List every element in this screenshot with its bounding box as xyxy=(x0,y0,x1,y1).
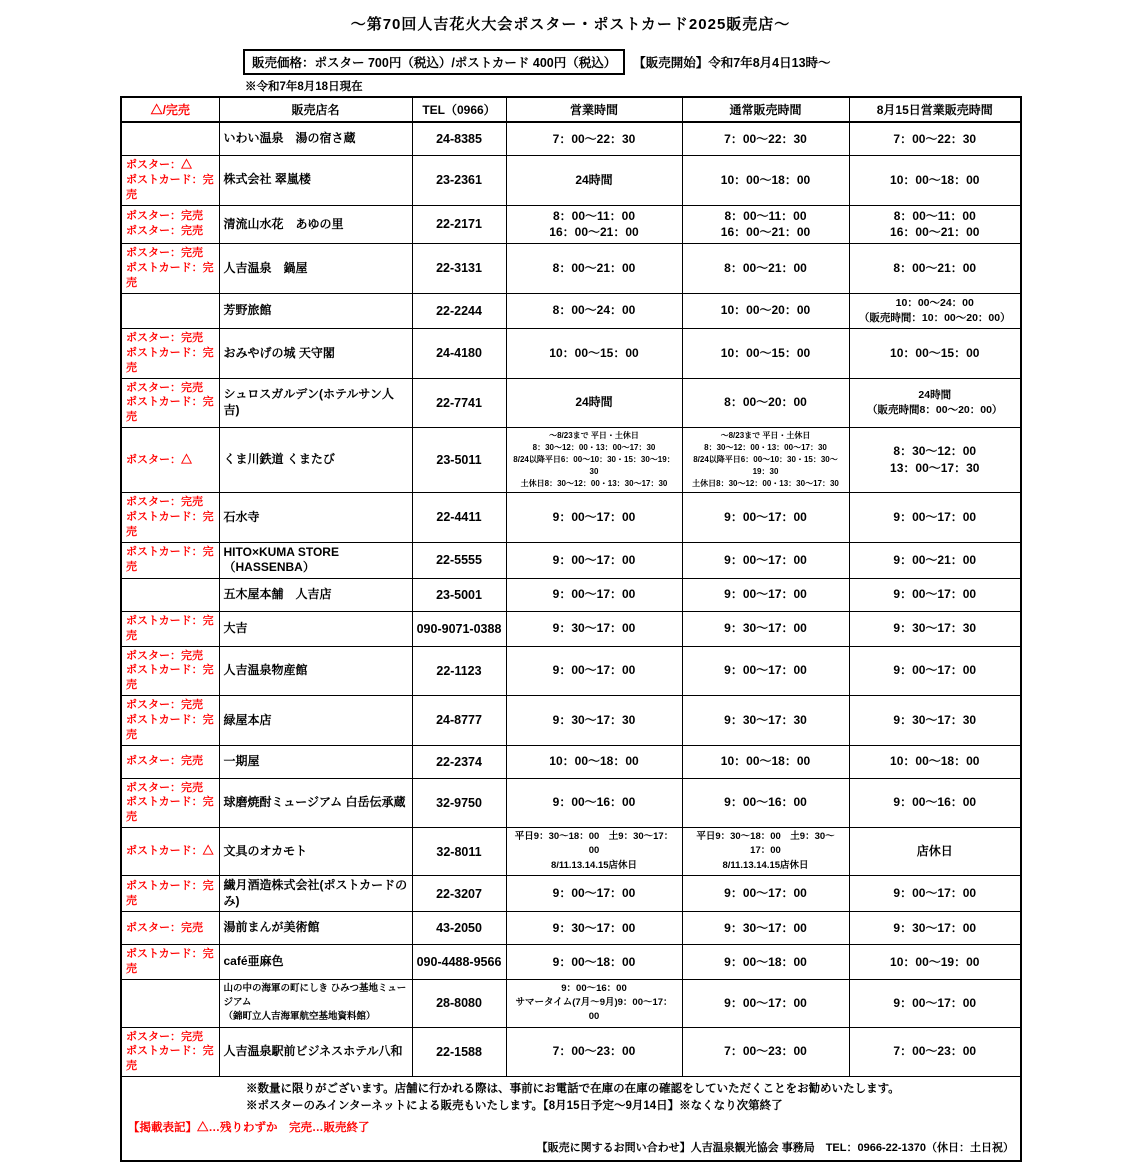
aug15-hours-cell: 24時間 （販売時間8：00～20：00） xyxy=(849,378,1021,428)
store-row xyxy=(121,329,1021,379)
hours-cell: 7：00～22：30 xyxy=(506,122,682,156)
header-store-name: 販売店名 xyxy=(219,97,412,122)
normal-hours-cell: 8：00～20：00 xyxy=(682,378,849,428)
hours-cell: 平日9：30～18：00 土9：30～17：00 8/11.13.14.15店休日 xyxy=(506,828,682,876)
aug15-hours-cell: 9：30～17：00 xyxy=(849,912,1021,945)
tel-cell: 22-5555 xyxy=(412,542,506,578)
hours-cell: 9：00～17：00 xyxy=(506,578,682,611)
status-cell xyxy=(121,293,219,328)
status-cell: ポスター：完売 xyxy=(121,745,219,778)
store-row xyxy=(121,945,1021,980)
store-row xyxy=(121,244,1021,294)
hours-cell: 9：30～17：00 xyxy=(506,611,682,646)
store-row xyxy=(121,542,1021,578)
hours-cell: 9：00～17：00 xyxy=(506,542,682,578)
hours-cell: 9：00～18：00 xyxy=(506,945,682,980)
status-cell: ポスター：完売 ポスター：完売 xyxy=(121,205,219,244)
tel-cell: 22-3207 xyxy=(412,875,506,911)
hours-cell: 9：00～17：00 xyxy=(506,646,682,696)
store-name-cell: 五木屋本舗 人吉店 xyxy=(219,578,412,611)
header-status: △/完売 xyxy=(121,97,219,122)
tel-cell: 28-8080 xyxy=(412,979,506,1027)
aug15-hours-cell: 8：00～21：00 xyxy=(849,244,1021,294)
legend-note: 【掲載表記】△…残りわずか 完売…販売終了 xyxy=(128,1121,370,1134)
store-row xyxy=(121,611,1021,646)
page-title: ～第70回人吉花火大会ポスター・ポストカード2025販売店～ xyxy=(350,16,791,33)
store-row xyxy=(121,578,1021,611)
store-row xyxy=(121,828,1021,876)
status-cell: ポスター：△ xyxy=(121,428,219,493)
aug15-hours-cell: 9：00～17：00 xyxy=(849,578,1021,611)
store-row xyxy=(121,979,1021,1027)
aug15-hours-cell: 10：00～18：00 xyxy=(849,156,1021,206)
tel-cell: 24-4180 xyxy=(412,329,506,379)
tel-cell: 090-9071-0388 xyxy=(412,611,506,646)
aug15-hours-cell: 9：30～17：30 xyxy=(849,611,1021,646)
status-cell: ポストカード：△ xyxy=(121,828,219,876)
store-row xyxy=(121,745,1021,778)
status-cell xyxy=(121,979,219,1027)
normal-hours-cell: 7：00～22：30 xyxy=(682,122,849,156)
status-cell xyxy=(121,122,219,156)
store-table-body xyxy=(121,122,1021,1077)
tel-cell: 32-8011 xyxy=(412,828,506,876)
aug15-hours-cell: 10：00～19：00 xyxy=(849,945,1021,980)
aug15-hours-cell: 9：30～17：30 xyxy=(849,696,1021,746)
hours-cell: 9：30～17：30 xyxy=(506,696,682,746)
store-name-cell: 繊月酒造株式会社(ポストカードのみ) xyxy=(219,875,412,911)
header-aug15-sales-hours: 8月15日営業販売時間 xyxy=(849,97,1021,122)
tel-cell: 22-2374 xyxy=(412,745,506,778)
normal-hours-cell: 9：00～17：00 xyxy=(682,875,849,911)
hours-cell: 10：00～15：00 xyxy=(506,329,682,379)
store-row xyxy=(121,696,1021,746)
store-row xyxy=(121,378,1021,428)
status-cell: ポストカード：完売 xyxy=(121,542,219,578)
tel-cell: 23-5001 xyxy=(412,578,506,611)
store-name-cell: 石水寺 xyxy=(219,493,412,543)
normal-hours-cell: 8：00～11：00 16：00～21：00 xyxy=(682,205,849,244)
store-name-cell: 清流山水花 あゆの里 xyxy=(219,205,412,244)
aug15-hours-cell: 7：00～23：00 xyxy=(849,1027,1021,1077)
normal-hours-cell: 平日9：30～18：00 土9：30～17：00 8/11.13.14.15店休日 xyxy=(682,828,849,876)
tel-cell: 24-8385 xyxy=(412,122,506,156)
status-cell: ポスター：完売 ポストカード：完売 xyxy=(121,378,219,428)
hours-cell: 9：00～16：00 xyxy=(506,778,682,828)
header-tel: TEL（0966） xyxy=(412,97,506,122)
normal-hours-cell: 9：00～17：00 xyxy=(682,646,849,696)
store-row xyxy=(121,1027,1021,1077)
hours-cell: 8：00～24：00 xyxy=(506,293,682,328)
normal-hours-cell: 10：00～18：00 xyxy=(682,745,849,778)
store-row xyxy=(121,778,1021,828)
status-cell: ポスター：完売 ポストカード：完売 xyxy=(121,329,219,379)
normal-hours-cell: 9：00～17：00 xyxy=(682,542,849,578)
aug15-hours-cell: 9：00～21：00 xyxy=(849,542,1021,578)
hours-cell: 10：00～18：00 xyxy=(506,745,682,778)
store-name-cell: 人吉温泉物産館 xyxy=(219,646,412,696)
tel-cell: 22-4411 xyxy=(412,493,506,543)
tel-cell: 22-1588 xyxy=(412,1027,506,1077)
status-cell: ポスター：完売 ポストカード：完売 xyxy=(121,696,219,746)
aug15-hours-cell: 9：00～17：00 xyxy=(849,493,1021,543)
store-row xyxy=(121,912,1021,945)
normal-hours-cell: 9：30～17：00 xyxy=(682,912,849,945)
tel-cell: 22-1123 xyxy=(412,646,506,696)
aug15-hours-cell: 店休日 xyxy=(849,828,1021,876)
normal-hours-cell: 9：00～17：00 xyxy=(682,979,849,1027)
sales-start-note: 【販売開始】令和7年8月4日13時～ xyxy=(633,56,831,70)
store-name-cell: 文具のオカモト xyxy=(219,828,412,876)
normal-hours-cell: 9：00～16：00 xyxy=(682,778,849,828)
store-name-cell: 大吉 xyxy=(219,611,412,646)
store-name-cell: 湯前まんが美術館 xyxy=(219,912,412,945)
header-business-hours: 営業時間 xyxy=(506,97,682,122)
normal-hours-cell: 8：00～21：00 xyxy=(682,244,849,294)
hours-cell: 24時間 xyxy=(506,378,682,428)
hours-cell: 8：00～11：00 16：00～21：00 xyxy=(506,205,682,244)
status-cell: ポスター：完売 ポストカード：完売 xyxy=(121,493,219,543)
status-cell xyxy=(121,578,219,611)
normal-hours-cell: 9：00～17：00 xyxy=(682,578,849,611)
store-row xyxy=(121,156,1021,206)
aug15-hours-cell: 8：00～11：00 16：00～21：00 xyxy=(849,205,1021,244)
store-row xyxy=(121,646,1021,696)
aug15-hours-cell: 9：00～17：00 xyxy=(849,979,1021,1027)
aug15-hours-cell: 7：00～22：30 xyxy=(849,122,1021,156)
store-name-cell: 人吉温泉 鍋屋 xyxy=(219,244,412,294)
normal-hours-cell: 7：00～23：00 xyxy=(682,1027,849,1077)
tel-cell: 24-8777 xyxy=(412,696,506,746)
normal-hours-cell: 10：00～18：00 xyxy=(682,156,849,206)
aug15-hours-cell: 9：00～17：00 xyxy=(849,646,1021,696)
status-cell: ポスター：完売 ポストカード：完売 xyxy=(121,778,219,828)
store-name-cell: HITO×KUMA STORE（HASSENBA） xyxy=(219,542,412,578)
normal-hours-cell: 10：00～20：00 xyxy=(682,293,849,328)
note-internet-sales: ※ポスターのみインターネットによる販売もいたします。【8月15日予定～9月14日】※なくなり次第終了 xyxy=(246,1100,783,1113)
store-table xyxy=(120,96,1022,1162)
status-cell: ポスター：完売 ポストカード：完売 xyxy=(121,646,219,696)
note-stock: ※数量に限りがございます。店舗に行かれる際は、事前にお電話で在庫の在庫の確認をしていただくことをお勧めいたします。 xyxy=(246,1083,900,1096)
tel-cell: 43-2050 xyxy=(412,912,506,945)
store-name-cell: 一期屋 xyxy=(219,745,412,778)
table-header-row xyxy=(121,97,1021,122)
aug15-hours-cell: 9：00～16：00 xyxy=(849,778,1021,828)
aug15-hours-cell: 8：30～12：00 13：00～17：30 xyxy=(849,428,1021,493)
tel-cell: 22-2171 xyxy=(412,205,506,244)
store-name-cell: いわい温泉 湯の宿さ蔵 xyxy=(219,122,412,156)
notes-area xyxy=(121,1077,1021,1161)
status-cell: ポスター：△ ポストカード：完売 xyxy=(121,156,219,206)
store-row xyxy=(121,122,1021,156)
price-box: 販売価格：ポスター 700円（税込）/ポストカード 400円（税込） xyxy=(243,49,625,75)
notes-row xyxy=(121,1077,1021,1161)
normal-hours-cell: 10：00～15：00 xyxy=(682,329,849,379)
tel-cell: 22-7741 xyxy=(412,378,506,428)
status-cell: ポストカード：完売 xyxy=(121,611,219,646)
store-name-cell: café亜麻色 xyxy=(219,945,412,980)
store-name-cell: 緑屋本店 xyxy=(219,696,412,746)
aug15-hours-cell: 10：00～18：00 xyxy=(849,745,1021,778)
store-name-cell: 人吉温泉駅前ビジネスホテル八和 xyxy=(219,1027,412,1077)
normal-hours-cell: 9：00～18：00 xyxy=(682,945,849,980)
store-name-cell: くま川鉄道 くまたび xyxy=(219,428,412,493)
store-name-cell: 山の中の海軍の町にしき ひみつ基地ミュージアム （錦町立人吉海軍航空基地資料館） xyxy=(219,979,412,1027)
hours-cell: 8：00～21：00 xyxy=(506,244,682,294)
store-row xyxy=(121,205,1021,244)
status-cell: ポスター：完売 ポストカード：完売 xyxy=(121,244,219,294)
store-name-cell: 球磨焼酎ミュージアム 白岳伝承蔵 xyxy=(219,778,412,828)
status-cell: ポストカード：完売 xyxy=(121,875,219,911)
hours-cell: 24時間 xyxy=(506,156,682,206)
hours-cell: 7：00～23：00 xyxy=(506,1027,682,1077)
normal-hours-cell: 9：30～17：30 xyxy=(682,696,849,746)
hours-cell: ～8/23まで 平日・土休日 8：30～12：00・13：00～17：30 8/24以降平日6：00～10：30・15：30～19：30 土休日8：30～12：00・13：30～17：30 xyxy=(506,428,682,493)
hours-cell: 9：00～17：00 xyxy=(506,875,682,911)
store-row xyxy=(121,493,1021,543)
tel-cell: 22-3131 xyxy=(412,244,506,294)
store-row xyxy=(121,428,1021,493)
hours-cell: 9：00～17：00 xyxy=(506,493,682,543)
normal-hours-cell: 9：30～17：00 xyxy=(682,611,849,646)
status-cell: ポスター：完売 xyxy=(121,912,219,945)
contact-note: 【販売に関するお問い合わせ】人吉温泉観光協会 事務局 TEL：0966-22-1370（休日：土日祝） xyxy=(536,1141,1014,1154)
store-row xyxy=(121,293,1021,328)
store-row xyxy=(121,875,1021,911)
store-name-cell: 芳野旅館 xyxy=(219,293,412,328)
info-row xyxy=(243,49,1141,75)
store-name-cell: 株式会社 翠嵐楼 xyxy=(219,156,412,206)
header-normal-sales-hours: 通常販売時間 xyxy=(682,97,849,122)
tel-cell: 090-4488-9566 xyxy=(412,945,506,980)
status-cell: ポスター：完売 ポストカード：完売 xyxy=(121,1027,219,1077)
hours-cell: 9：30～17：00 xyxy=(506,912,682,945)
tel-cell: 22-2244 xyxy=(412,293,506,328)
tel-cell: 32-9750 xyxy=(412,778,506,828)
normal-hours-cell: ～8/23まで 平日・土休日 8：30～12：00・13：00～17：30 8/24以降平日6：00～10：30・15：30～19：30 土休日8：30～12：00・13：30～17：30 xyxy=(682,428,849,493)
aug15-hours-cell: 10：00～24：00 （販売時間：10：00～20：00） xyxy=(849,293,1021,328)
aug15-hours-cell: 10：00～15：00 xyxy=(849,329,1021,379)
as-of-date: ※令和7年8月18日現在 xyxy=(245,81,363,93)
store-name-cell: おみやげの城 天守閣 xyxy=(219,329,412,379)
tel-cell: 23-2361 xyxy=(412,156,506,206)
status-cell: ポストカード：完売 xyxy=(121,945,219,980)
normal-hours-cell: 9：00～17：00 xyxy=(682,493,849,543)
aug15-hours-cell: 9：00～17：00 xyxy=(849,875,1021,911)
hours-cell: 9：00～16：00 サマータイム(7月～9月)9：00～17：00 xyxy=(506,979,682,1027)
tel-cell: 23-5011 xyxy=(412,428,506,493)
store-name-cell: シュロスガルデン(ホテルサン人吉) xyxy=(219,378,412,428)
